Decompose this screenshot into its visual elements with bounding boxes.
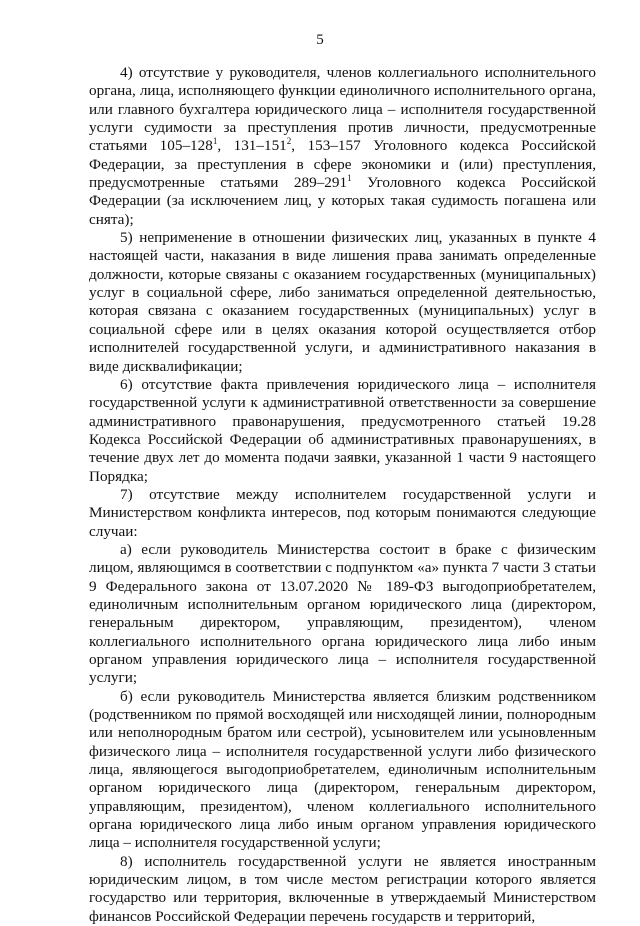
paragraph-text-segment: , 153–157 Уголовного кодекса Российской Федерации, за преступления в сфере экономики и (или) преступления, предусмотренные статьями 289–291 bbox=[89, 137, 596, 192]
paragraph-item-5: 5) неприменение в отношении физических лиц, указанных в пункте 4 настоящей части, наказания в виде лишения права занимать определенные должности, которые связаны с оказанием государственных (муниципальных) услуг в социальной сфере, либо заниматься определенной деятельностью, которая связана с оказанием государственных (муниципальных) услуг в социальной сфере или в целях оказания которой осуществляется отбор исполнителей государственной услуги, и административного наказания в виде дисквалификации; bbox=[89, 229, 596, 375]
footnote-superscript: 2 bbox=[286, 136, 292, 147]
footnote-superscript: 1 bbox=[347, 173, 352, 183]
paragraph-item-4 bbox=[89, 64, 596, 229]
paragraph-text-segment: Уголовного кодекса Российской Федерации (за исключением лиц, у которых такая судимость погашена или снята); bbox=[89, 174, 596, 228]
footnote-superscript: 1 bbox=[212, 136, 218, 147]
paragraph-item-8: 8) исполнитель государственной услуги не является иностранным юридическим лицом, в том числе местом регистрации которого является государство или территория, включенные в утверждаемый Министерством финансов Российской Федерации перечень государств и территорий, bbox=[89, 852, 596, 925]
paragraph-text-segment: 4) отсутствие у руководителя, членов коллегиального исполнительного органа, лица, исполняющего функции единоличного исполнительного органа, или главного бухгалтера юридического лица – исполнителя государственной услуги судимости за преступления против личности, предусмотренные статьями 105–128 bbox=[89, 64, 596, 155]
document-body bbox=[89, 64, 596, 926]
paragraph-item-7: 7) отсутствие между исполнителем государственной услуги и Министерством конфликта интересов, под которым понимаются следующие случаи: bbox=[89, 485, 596, 540]
page-number: 5 bbox=[316, 32, 324, 48]
paragraph-subitem-a: а) если руководитель Министерства состоит в браке с физическим лицом, являющимся в соответствии с подпунктом «а» пункта 7 части 3 статьи 9 Федерального закона от 13.07.2020 № 189-ФЗ выгодоприобретателем, единоличным исполнительным органом юридического лица (директором, генеральным директором, управляющим, президентом), членом коллегиального исполнительного органа юридического лица либо иным органом управления юридического лица – исполнителя государственной услуги; bbox=[89, 540, 596, 687]
paragraph-text-segment: , 131–151 bbox=[217, 137, 287, 155]
paragraph-item-6: 6) отсутствие факта привлечения юридического лица – исполнителя государственной услуги к административной ответственности за совершение административного правонарушения, предусмотренного статьей 19.28 Кодекса Российской Федерации об административных правонарушениях, в течение двух лет до момента подачи заявки, указанной 1 части 9 настоящего Порядка; bbox=[89, 375, 596, 485]
paragraph-subitem-b: б) если руководитель Министерства является близким родственником (родственником по прямой восходящей или нисходящей линии, полнородным или неполнородным братом или сестрой), усыновителем или усыновленным физического лица – исполнителя государственной услуги либо физического лица, являющегося выгодоприобретателем, единоличным исполнительным органом юридического лица (директором, генеральным директором, управляющим, президентом), членом коллегиального исполнительного органа юридического лица либо иным органом управления юридического лица – исполнителя государственной услуги; bbox=[89, 687, 596, 852]
